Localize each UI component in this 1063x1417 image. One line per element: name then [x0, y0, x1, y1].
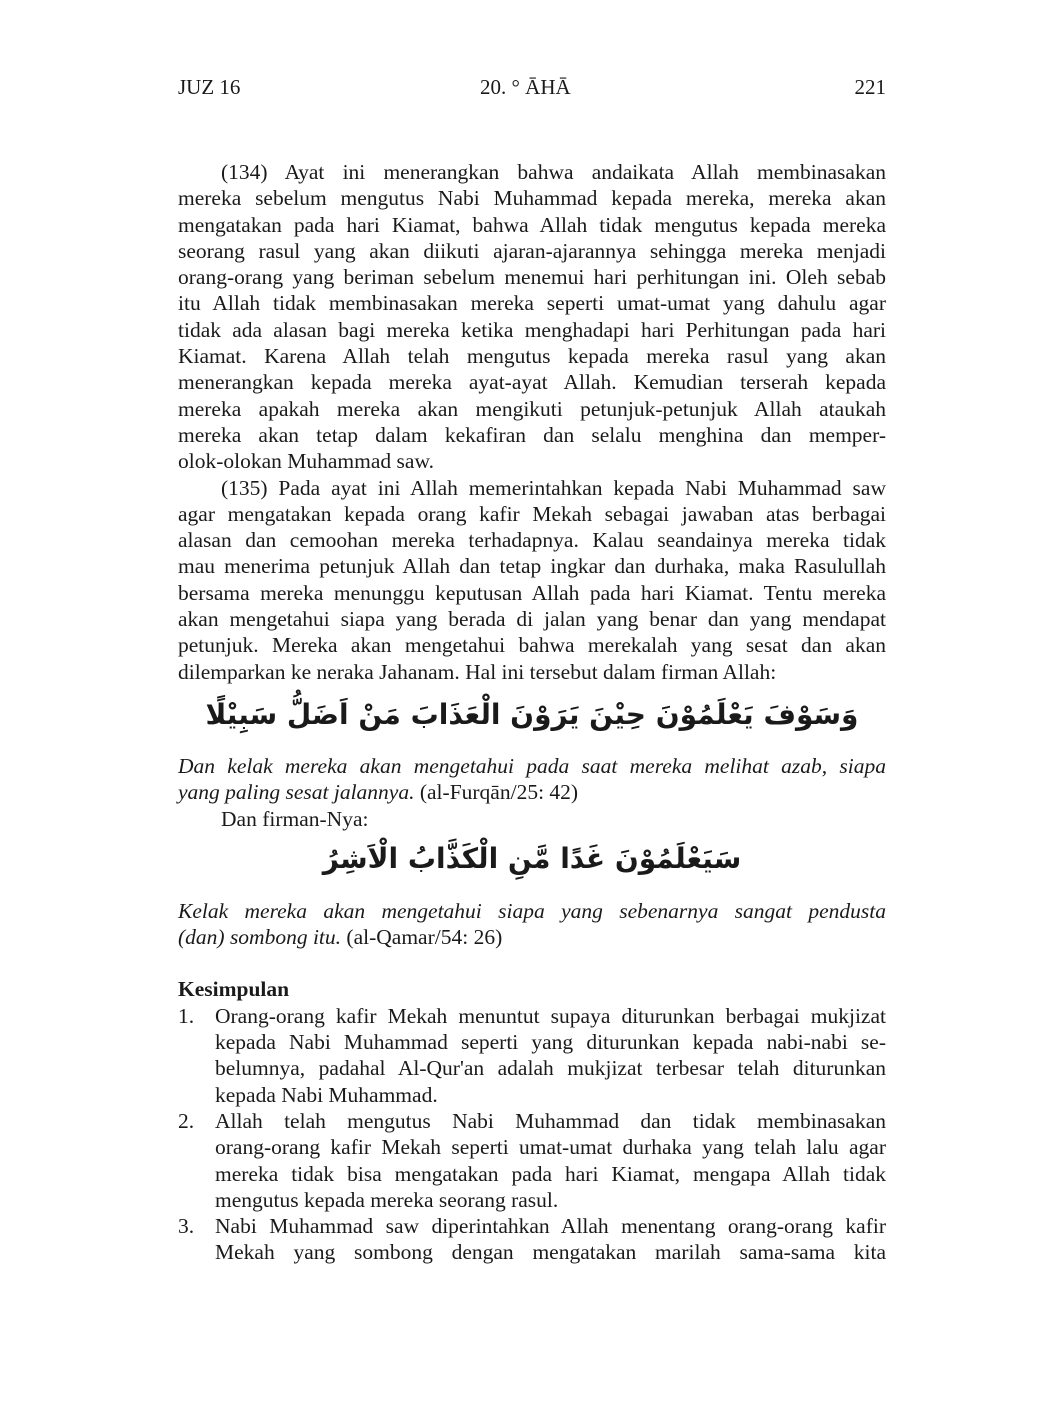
text-line: orang-orang kafir Mekah seperti umat-umat durhaka yang telah lalu agar	[215, 1135, 886, 1160]
list-item	[178, 1003, 886, 1108]
translation-line: Kelak mereka akan mengetahui siapa yang sebenarnya sangat pendusta	[178, 898, 886, 923]
paragraph-134	[178, 159, 886, 475]
text-line: mereka akan tetap dalam kekafiran dan selalu menghina dan memper-	[178, 422, 886, 447]
text-line: mau menerima petunjuk Allah dan tetap ingkar dan durhaka, maka Rasulullah	[178, 554, 886, 579]
list-number: 1.	[178, 1003, 195, 1028]
running-header-surah: 20. ° ĀHĀ	[480, 75, 571, 99]
text-line: orang-orang yang beriman sebelum menemui hari perhitungan ini. Oleh sebab	[178, 265, 886, 290]
page-number: 221	[854, 75, 886, 99]
intro-text: Dan firman-Nya:	[221, 806, 369, 831]
arabic-verse-furqan: وَسَوْفَ يَعْلَمُوْنَ حِيْنَ يَرَوْنَ الْعَذَابَ مَنْ اَضَلُّ سَبِيْلًا	[205, 697, 859, 731]
text-line: akan mengetahui siapa yang berada di jalan yang benar dan yang mendapat	[178, 607, 886, 632]
text-line: mengatakan pada hari Kiamat, bahwa Allah tidak mengutus kepada mereka	[178, 212, 886, 237]
text-line: mereka tidak bisa mengatakan pada hari Kiamat, mengapa Allah tidak	[215, 1161, 886, 1186]
text-line: mereka sebelum mengutus Nabi Muhammad kepada mereka, mereka akan	[178, 186, 886, 211]
text-line: itu Allah tidak membinasakan mereka seperti umat-umat yang dahulu agar	[178, 291, 886, 316]
conclusion-list	[178, 1003, 886, 1266]
translation-line: (dan) sombong itu.	[178, 925, 342, 950]
text-line: Kiamat. Karena Allah telah mengutus kepada mereka rasul yang akan	[178, 344, 886, 369]
text-line: bersama mereka menunggu keputusan Allah pada hari Kiamat. Tentu mereka	[178, 580, 886, 605]
text-line: (135) Pada ayat ini Allah memerintahkan kepada Nabi Muhammad saw	[221, 475, 886, 500]
text-line: tidak ada alasan bagi mereka ketika menghadapi hari Perhitungan pada hari	[178, 317, 886, 342]
translation-line: yang paling sesat jalannya.	[178, 780, 415, 805]
page-body	[178, 159, 886, 1266]
text-line: alasan dan cemoohan mereka terhadapnya. Kalau seandainya mereka tidak	[178, 528, 886, 553]
text-line: belumnya, padahal Al-Qur'an adalah mukjizat terbesar telah diturunkan	[215, 1056, 886, 1081]
text-line: petunjuk. Mereka akan mengetahui bahwa merekalah yang sesat dan akan	[178, 633, 886, 658]
paragraph-135	[178, 475, 886, 685]
list-item	[178, 1108, 886, 1213]
translation-furqan	[178, 753, 886, 806]
verse-reference: (al-Qamar/54: 26)	[341, 925, 503, 950]
text-line: Mekah yang sombong dengan mengatakan marilah sama-sama kita	[215, 1240, 886, 1265]
text-line: olok-olokan Muhammad saw.	[178, 449, 434, 474]
text-line: seorang rasul yang akan diikuti ajaran-ajarannya sehingga mereka menjadi	[178, 238, 886, 263]
list-item	[178, 1213, 886, 1266]
text-line: dilemparkan ke neraka Jahanam. Hal ini tersebut dalam firman Allah:	[178, 659, 777, 684]
translation-qamar	[178, 898, 886, 951]
text-line: Allah telah mengutus Nabi Muhammad dan tidak membinasakan	[215, 1108, 886, 1133]
text-line: agar mengatakan kepada orang kafir Mekah sebagai jawaban atas berbagai	[178, 501, 886, 526]
text-line: menerangkan kepada mereka ayat-ayat Allah. Kemudian terserah kepada	[178, 370, 886, 395]
translation-line: Dan kelak mereka akan mengetahui pada saat mereka melihat azab, siapa	[178, 753, 886, 778]
text-line: kepada Nabi Muhammad seperti yang diturunkan kepada nabi-nabi se-	[215, 1030, 886, 1055]
text-line: (134) Ayat ini menerangkan bahwa andaikata Allah membinasakan	[221, 160, 886, 184]
text-line: Nabi Muhammad saw diperintahkan Allah menentang orang-orang kafir	[215, 1214, 886, 1239]
text-line: Orang-orang kafir Mekah menuntut supaya diturunkan berbagai mukjizat	[215, 1003, 886, 1028]
verse-reference: (al-Furqān/25: 42)	[414, 780, 579, 805]
running-header-juz: JUZ 16	[178, 75, 241, 99]
text-line: mereka apakah mereka akan mengikuti petunjuk-petunjuk Allah ataukah	[178, 396, 886, 421]
section-heading: Kesimpulan	[178, 977, 290, 1002]
list-number: 3.	[178, 1214, 195, 1239]
text-line: mengutus kepada mereka seorang rasul.	[215, 1187, 559, 1212]
text-line: kepada Nabi Muhammad.	[215, 1082, 438, 1107]
list-number: 2.	[178, 1108, 195, 1133]
arabic-verse-qamar: سَيَعْلَمُوْنَ غَدًا مَّنِ الْكَذَّابُ الْاَشِرُ	[322, 841, 742, 875]
